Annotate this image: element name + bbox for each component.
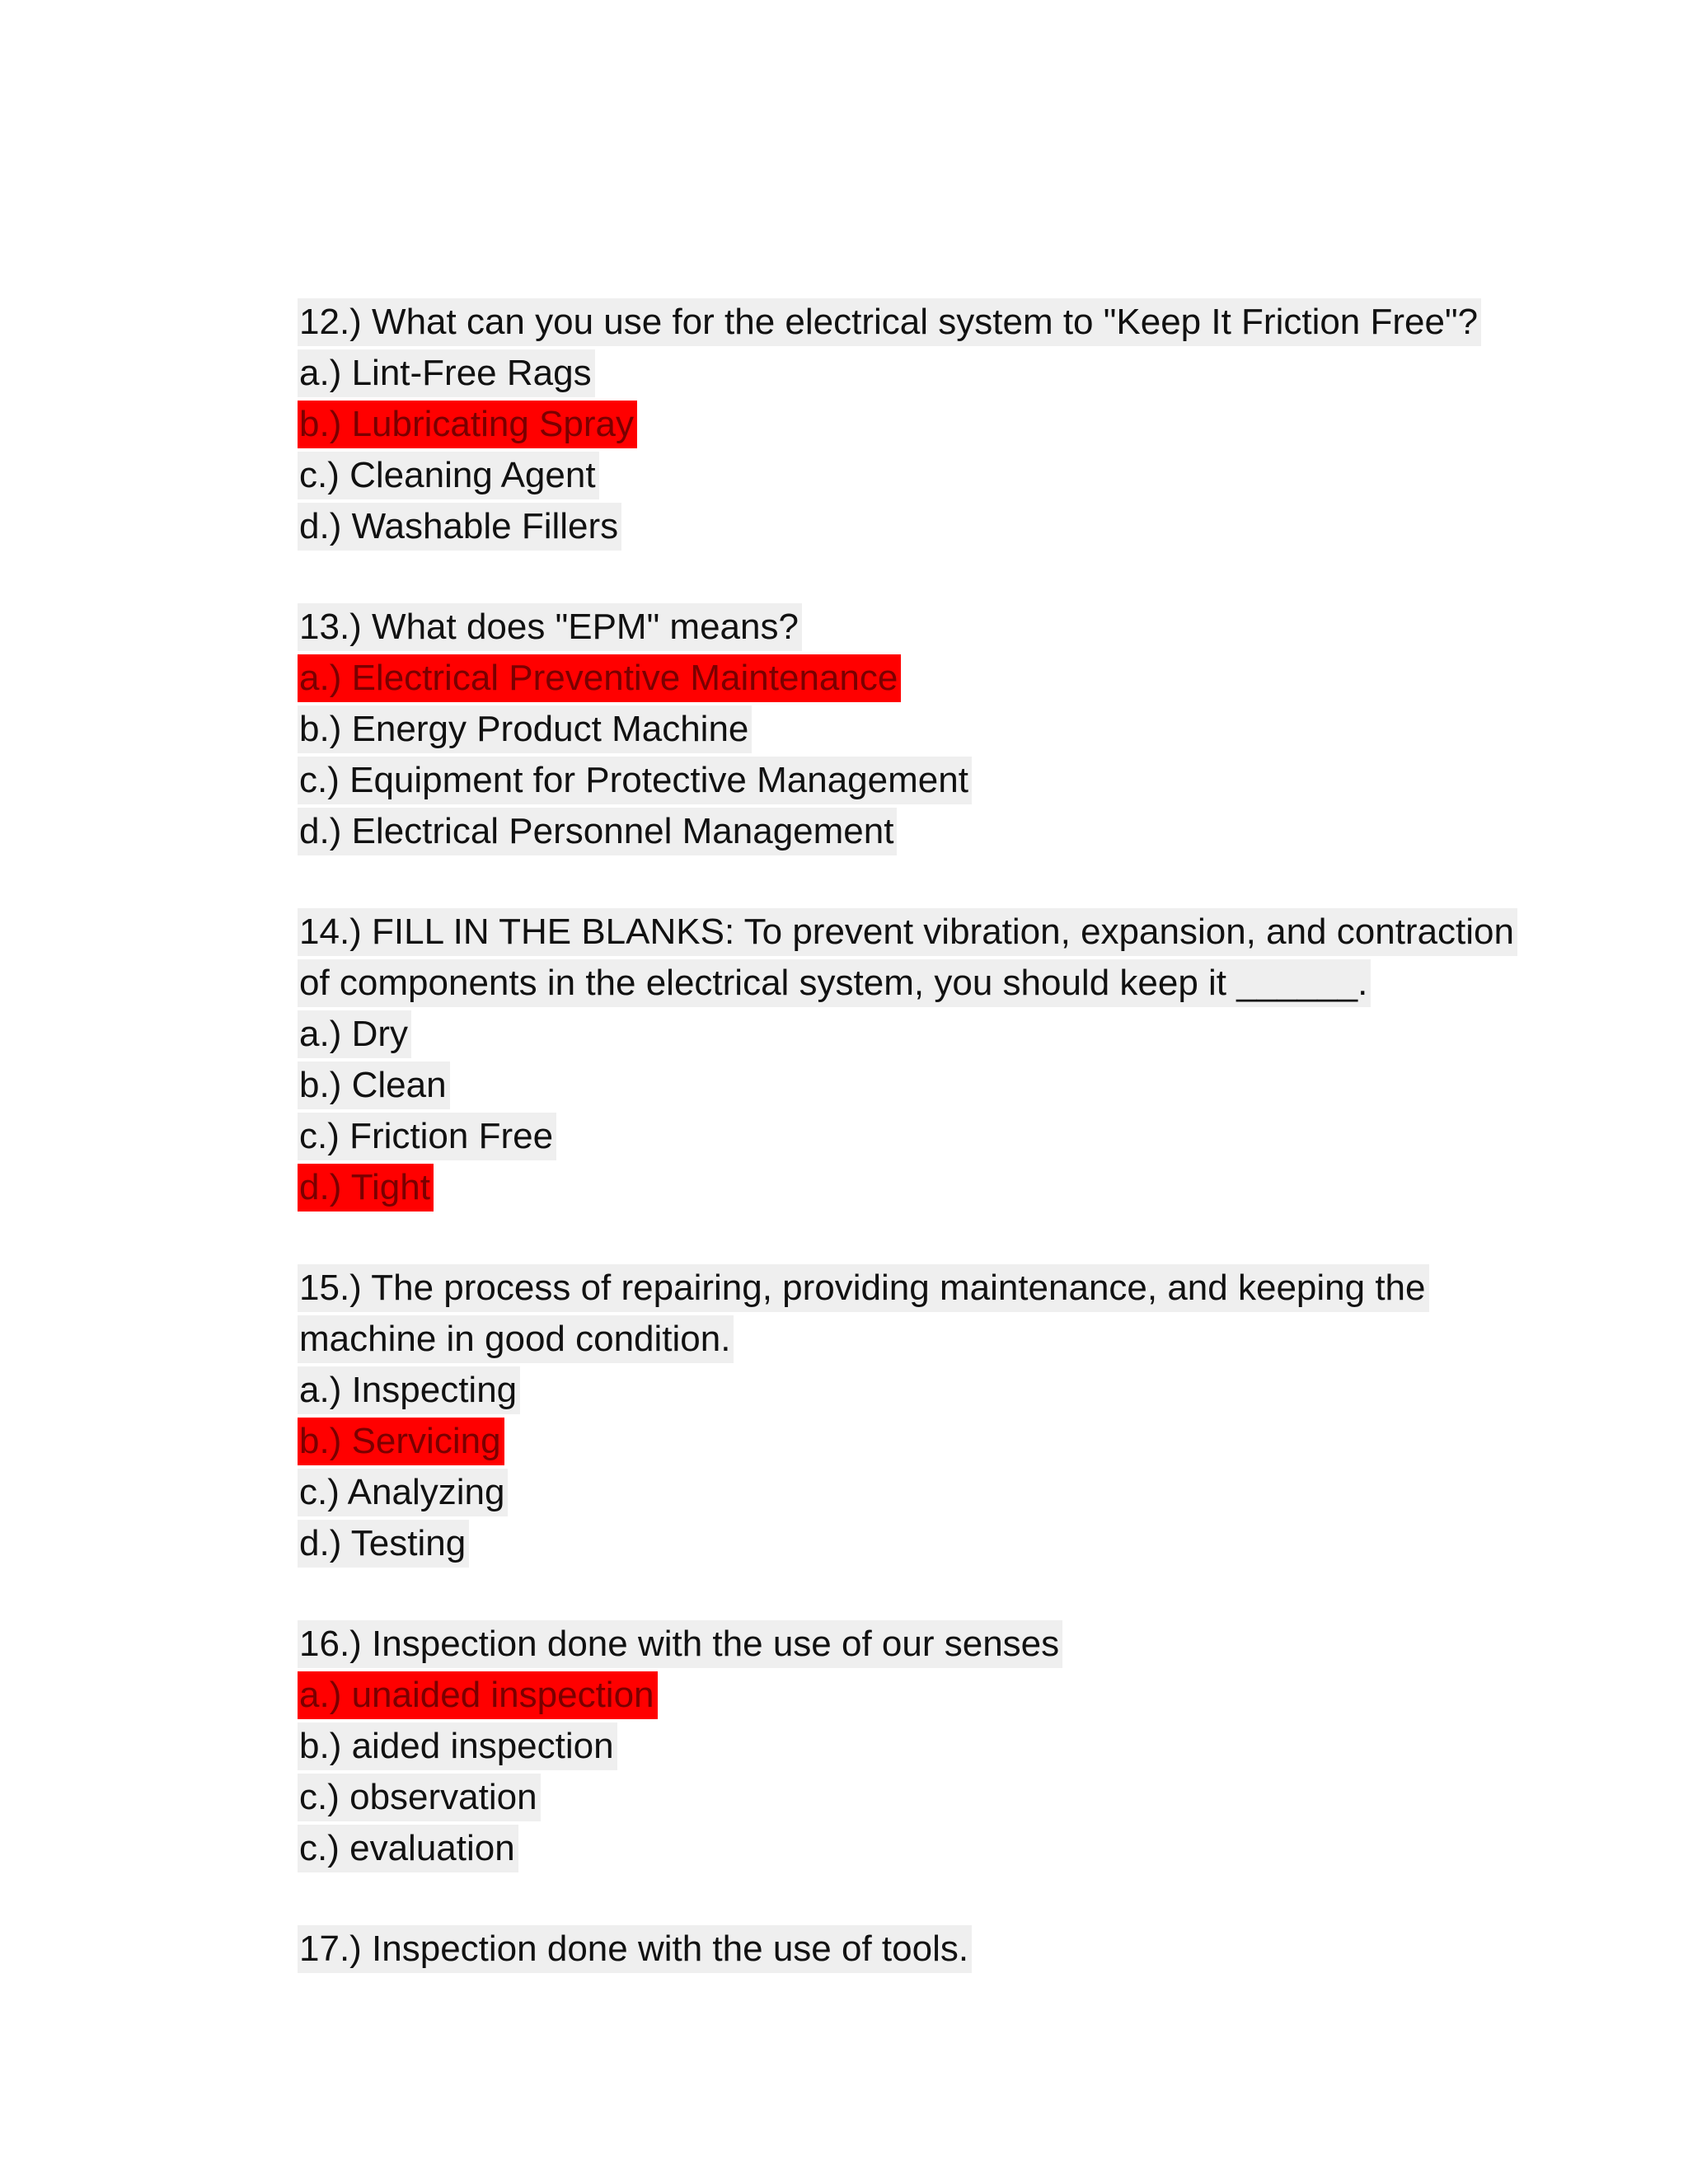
answer-option — [298, 755, 1468, 806]
answer-option — [298, 1467, 1468, 1518]
correct-answer-text: d.) Tight — [298, 1164, 434, 1212]
answer-option — [298, 1518, 1468, 1569]
answer-option-text: c.) Friction Free — [298, 1113, 556, 1160]
answer-option-text: c.) Equipment for Protective Management — [298, 757, 972, 804]
question-text-line — [298, 1924, 1468, 1975]
answer-option — [298, 399, 1468, 450]
question-block — [298, 602, 1468, 857]
answer-option-text: b.) Energy Product Machine — [298, 705, 752, 753]
answer-option — [298, 1162, 1468, 1213]
question-text-line — [298, 1263, 1468, 1314]
question-text: 12.) What can you use for the electrical system to "Keep It Friction Free"? — [298, 298, 1481, 346]
question-text: 14.) FILL IN THE BLANKS: To prevent vibration, expansion, and contraction — [298, 908, 1517, 956]
quiz-content — [298, 297, 1514, 2024]
answer-option-text: c.) observation — [298, 1774, 541, 1821]
answer-option-text: b.) Clean — [298, 1062, 450, 1109]
question-text-line — [298, 602, 1468, 653]
question-text: of components in the electrical system, you should keep it ______. — [298, 959, 1371, 1007]
question-text-line — [298, 297, 1479, 348]
answer-option-text: d.) Electrical Personnel Management — [298, 808, 897, 855]
answer-option — [298, 653, 1468, 704]
question-text: 13.) What does "EPM" means? — [298, 603, 802, 651]
correct-answer-text: a.) Electrical Preventive Maintenance — [298, 654, 901, 702]
question-text: machine in good condition. — [298, 1315, 734, 1363]
answer-option — [298, 450, 1468, 501]
answer-option-text: a.) Inspecting — [298, 1366, 520, 1414]
answer-option — [298, 1365, 1468, 1416]
question-block — [298, 907, 1514, 1213]
answer-option-text: a.) Lint-Free Rags — [298, 349, 595, 397]
answer-option — [298, 1823, 1468, 1874]
correct-answer-text: a.) unaided inspection — [298, 1671, 658, 1719]
answer-option — [298, 348, 1468, 399]
answer-option — [298, 1416, 1468, 1467]
question-block — [298, 297, 1479, 552]
answer-option-text: d.) Testing — [298, 1520, 469, 1568]
question-text: 16.) Inspection done with the use of our senses — [298, 1620, 1062, 1668]
answer-option — [298, 501, 1468, 552]
answer-option-text: c.) evaluation — [298, 1825, 518, 1872]
answer-option-text: c.) Analyzing — [298, 1469, 508, 1516]
answer-option — [298, 1670, 1468, 1721]
correct-answer-text: b.) Lubricating Spray — [298, 401, 637, 448]
answer-option — [298, 1772, 1468, 1823]
question-text: 15.) The process of repairing, providing maintenance, and keeping the — [298, 1264, 1429, 1312]
answer-option-text: b.) aided inspection — [298, 1722, 617, 1770]
question-text-line — [298, 958, 1468, 1009]
answer-option — [298, 704, 1468, 755]
answer-option — [298, 806, 1468, 857]
answer-option — [298, 1009, 1468, 1060]
question-block — [298, 1924, 1468, 1975]
answer-option-text: c.) Cleaning Agent — [298, 452, 599, 499]
question-block — [298, 1263, 1468, 1569]
answer-option-text: d.) Washable Fillers — [298, 503, 621, 551]
question-text-line — [298, 1314, 1468, 1365]
correct-answer-text: b.) Servicing — [298, 1418, 504, 1465]
answer-option — [298, 1111, 1468, 1162]
question-text-line — [298, 907, 1514, 958]
answer-option — [298, 1060, 1468, 1111]
answer-option-text: a.) Dry — [298, 1010, 411, 1058]
question-block — [298, 1619, 1468, 1874]
answer-option — [298, 1721, 1468, 1772]
question-text: 17.) Inspection done with the use of tools. — [298, 1925, 972, 1973]
question-text-line — [298, 1619, 1468, 1670]
